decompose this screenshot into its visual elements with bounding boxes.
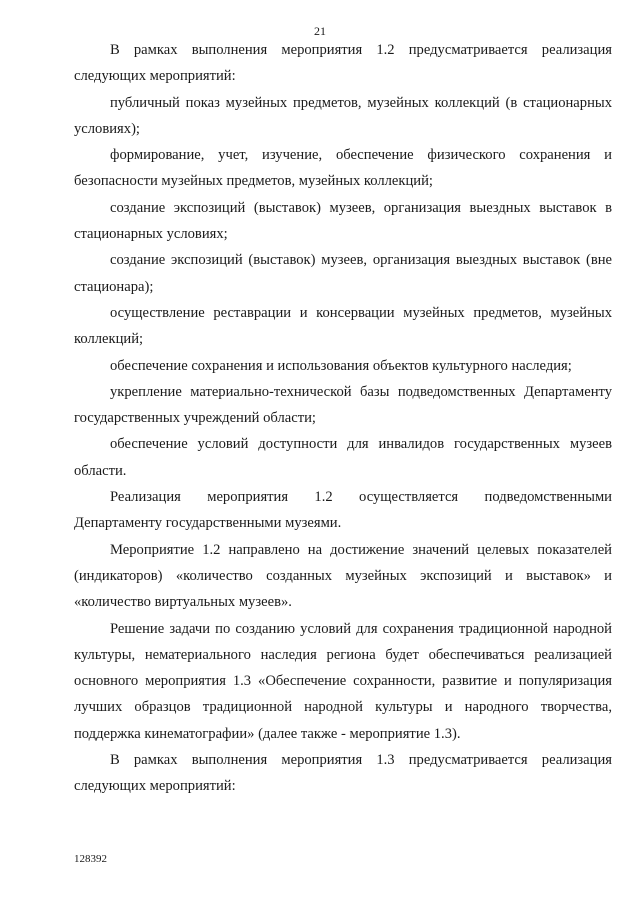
paragraph: укрепление материально-технической базы подведомственных Департаменту государственных учреждений области;	[74, 383, 612, 427]
paragraph: обеспечение сохранения и использования объектов культурного наследия;	[110, 357, 572, 374]
paragraph: обеспечение условий доступности для инвалидов государственных музеев области.	[74, 436, 612, 479]
paragraph: создание экспозиций (выставок) музеев, организация выездных выставок в стационарных условиях;	[74, 199, 612, 243]
paragraph: Решение задачи по созданию условий для сохранения традиционной народной культуры, нематериального наследия региона будет обеспечиваться реализацией основного мероприятия 1.3 «Обеспечение сохранности, развитие и популяризация лучших образцов традиционной народной культуры и народного творчества, поддержка кинематографии» (далее также - мероприятие 1.3).	[74, 620, 612, 742]
paragraph: Реализация мероприятия 1.2 осуществляется подведомственными Департаменту государственными музеями.	[74, 489, 612, 532]
paragraph: Мероприятие 1.2 направлено на достижение значений целевых показателей (индикаторов) «количество созданных музейных экспозиций и выставок» и «количество виртуальных музеев».	[74, 541, 612, 611]
paragraph: формирование, учет, изучение, обеспечение физического сохранения и безопасности музейных предметов, музейных коллекций;	[74, 147, 612, 190]
paragraph: В рамках выполнения мероприятия 1.2 предусматривается реализация следующих мероприятий:	[74, 42, 612, 85]
body-text	[74, 37, 612, 800]
paragraph: создание экспозиций (выставок) музеев, организация выездных выставок (вне стационара);	[74, 252, 612, 295]
paragraph: публичный показ музейных предметов, музейных коллекций (в стационарных условиях);	[74, 94, 612, 137]
paragraph: осуществление реставрации и консервации музейных предметов, музейных коллекций;	[74, 304, 612, 348]
paragraph: В рамках выполнения мероприятия 1.3 предусматривается реализация следующих мероприятий:	[74, 752, 612, 795]
page-number: 21	[314, 24, 326, 38]
document-code: 128392	[74, 853, 107, 865]
